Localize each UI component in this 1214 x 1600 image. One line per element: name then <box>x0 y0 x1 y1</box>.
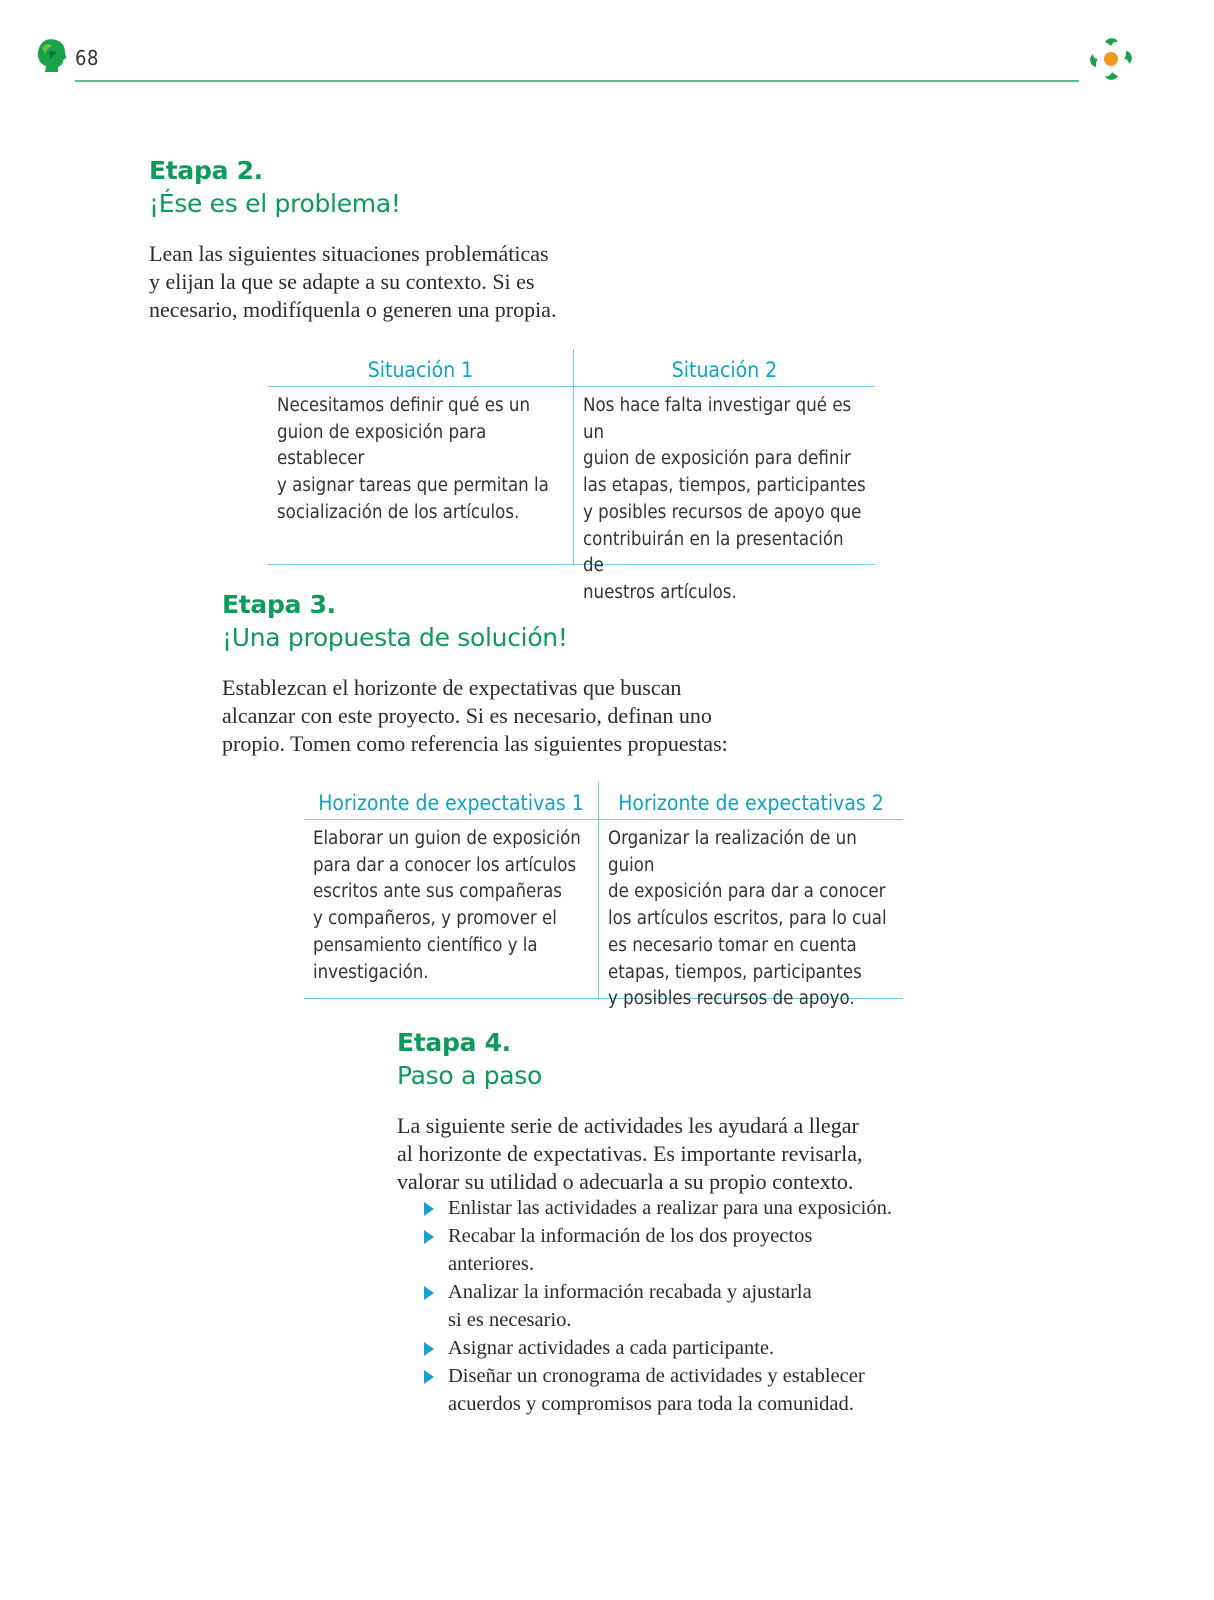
expectations-table <box>304 782 903 1010</box>
list-item-text: Analizar la información recabada y ajustarla si es necesario. <box>448 1281 812 1331</box>
list-item <box>424 1194 924 1222</box>
situations-table <box>268 349 875 603</box>
list-item <box>424 1278 924 1334</box>
list-item-text: Diseñar un cronograma de actividades y establecer acuerdos y compromisos para toda la comunidad. <box>448 1365 865 1415</box>
expectations-2-column <box>599 782 903 1010</box>
situation-2-header: Situación 2 <box>574 349 875 387</box>
stage-2-subtitle: ¡Ése es el problema! <box>149 189 401 218</box>
triangle-bullet-icon <box>424 1230 434 1244</box>
stage-3-section <box>222 588 782 758</box>
stage-3-title: Etapa 3. <box>222 590 336 619</box>
stage-3-subtitle: ¡Una propuesta de solución! <box>222 623 568 652</box>
situation-1-column <box>268 349 574 564</box>
expectations-2-text: Organizar la realización de un guion de exposición para dar a conocer los artículos escritos, para lo cual es necesario tomar en cuenta etapas, tiempos, participantes y posibles recursos de apoyo. <box>608 828 887 1010</box>
triangle-bullet-icon <box>424 1370 434 1384</box>
situation-2-column <box>574 349 875 603</box>
list-item <box>424 1334 924 1362</box>
stage-3-instructions: Establezcan el horizonte de expectativas que buscan alcanzar con este proyecto. Si es necesario, definan uno propio. Tomen como referencia las siguientes propuestas: <box>222 675 728 756</box>
expectations-1-text: Elaborar un guion de exposición para dar a conocer los artículos escritos ante sus compañeras y compañeros, y promover el pensamiento científico y la investigación. <box>313 828 581 983</box>
list-item <box>424 1362 924 1418</box>
expectations-1-header: Horizonte de expectativas 1 <box>304 782 598 820</box>
community-emblem-icon <box>1086 34 1138 84</box>
triangle-bullet-icon <box>424 1286 434 1300</box>
header-rule <box>75 80 1079 82</box>
list-item-text: Enlistar las actividades a realizar para una exposición. <box>448 1197 892 1219</box>
triangle-bullet-icon <box>424 1342 434 1356</box>
triangle-bullet-icon <box>424 1202 434 1216</box>
stage-4-instructions: La siguiente serie de actividades les ayudará a llegar al horizonte de expectativas. Es importante revisarla, valorar su utilidad o adecuarla a su propio contexto. <box>397 1113 863 1194</box>
stage-2-instructions: Lean las siguientes situaciones problemáticas y elijan la que se adapte a su contexto. Si es necesario, modifíquenla o generen una propia. <box>149 241 557 322</box>
list-item-text: Recabar la información de los dos proyectos anteriores. <box>448 1225 813 1275</box>
stage-2-section <box>149 154 709 324</box>
stage-4-section <box>397 1026 917 1196</box>
situation-1-text: Necesitamos definir qué es un guion de exposición para establecer y asignar tareas que permitan la socialización de los artículos. <box>277 395 549 523</box>
page-number: 68 <box>75 46 99 70</box>
activities-list <box>424 1194 924 1418</box>
stage-2-title: Etapa 2. <box>149 156 263 185</box>
situation-1-header: Situación 1 <box>268 349 573 387</box>
list-item <box>424 1222 924 1278</box>
stage-4-title: Etapa 4. <box>397 1028 511 1057</box>
expectations-1-column <box>304 782 599 998</box>
situation-2-text: Nos hace falta investigar qué es un guion de exposición para definir las etapas, tiempos, participantes y posibles recursos de apoyo que contribuirán en la presentación de nuestros artículos. <box>583 395 866 603</box>
list-item-text: Asignar actividades a cada participante. <box>448 1337 775 1359</box>
expectations-2-header: Horizonte de expectativas 2 <box>599 782 903 820</box>
stage-4-subtitle: Paso a paso <box>397 1061 543 1090</box>
green-head-logo-icon <box>36 38 68 74</box>
